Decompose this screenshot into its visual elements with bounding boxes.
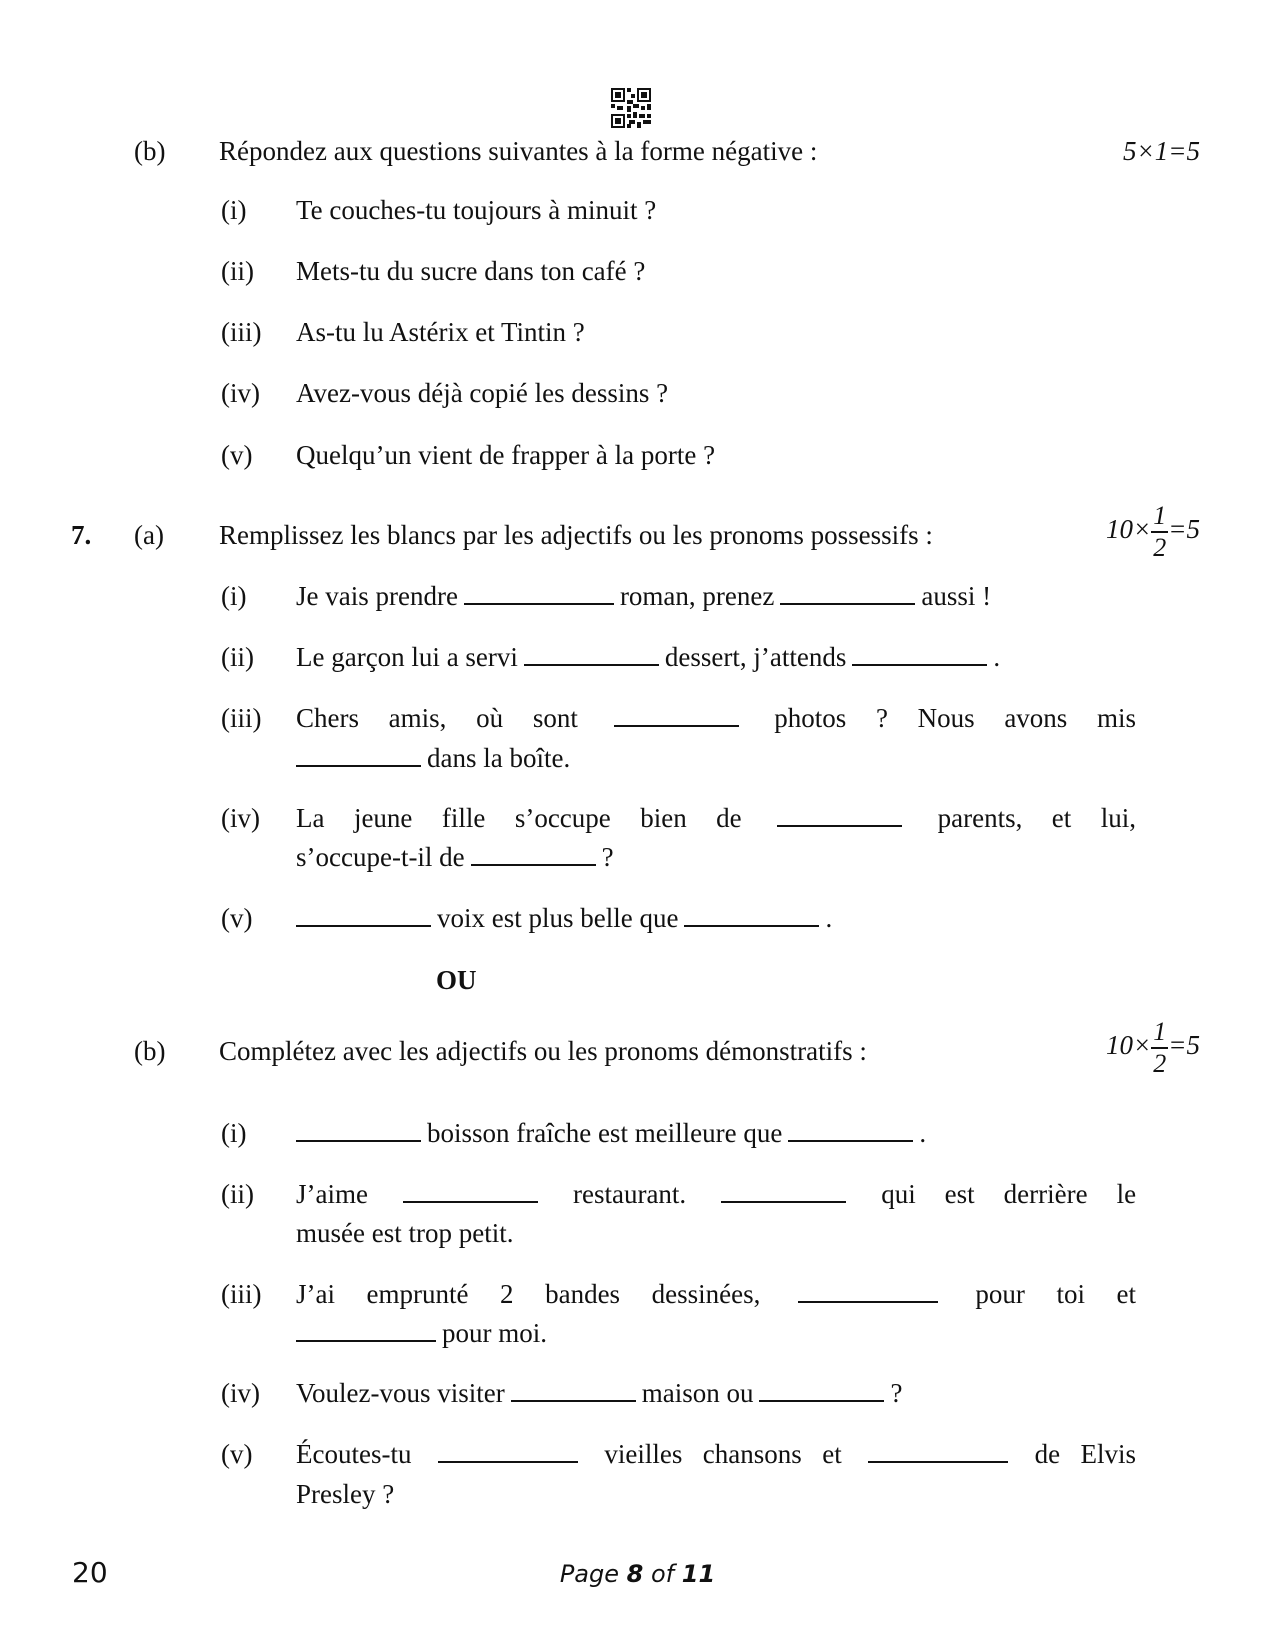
paper-code: 20 (72, 1556, 108, 1589)
text-part: qui est derrière le (881, 1179, 1137, 1209)
answer-blank[interactable] (524, 663, 659, 666)
item-text (296, 576, 991, 616)
answer-blank[interactable] (721, 1200, 846, 1203)
item-text-line1 (296, 798, 1136, 838)
marks-prefix: 10× (1106, 514, 1152, 545)
question-number: 7. (71, 520, 92, 550)
item-text-line2 (296, 1313, 547, 1353)
section-label: (a) (134, 520, 164, 550)
answer-blank[interactable] (296, 764, 421, 767)
answer-blank[interactable] (868, 1460, 1008, 1463)
answer-blank[interactable] (471, 863, 596, 866)
answer-blank[interactable] (296, 924, 431, 927)
answer-blank[interactable] (296, 1339, 436, 1342)
section-marks (1106, 503, 1200, 561)
text-part: . (825, 903, 833, 933)
text-part: Voulez-vous visiter (296, 1378, 505, 1408)
item-number: (iii) (221, 317, 262, 347)
fraction-denominator: 2 (1153, 533, 1167, 562)
item-number: (v) (221, 1439, 253, 1469)
answer-blank[interactable] (403, 1200, 538, 1203)
fraction-denominator: 2 (1153, 1049, 1167, 1078)
item-text-line1 (296, 1434, 1136, 1474)
of-word: of (650, 1560, 675, 1588)
marks-suffix: =5 (1168, 1030, 1200, 1061)
text-part: aussi ! (921, 581, 992, 611)
item-text (296, 1373, 902, 1413)
item-text-line1 (296, 1274, 1136, 1314)
answer-blank[interactable] (759, 1399, 884, 1402)
item-number: (i) (221, 581, 247, 611)
marks-fraction (1151, 503, 1168, 561)
text-part: vieilles chansons et (604, 1439, 842, 1469)
item-number: (ii) (221, 256, 254, 286)
or-separator: OU (436, 965, 477, 995)
item-number: (ii) (221, 642, 254, 672)
page-indicator (0, 1560, 1275, 1588)
item-text-line2 (296, 837, 614, 877)
section-label: (b) (134, 136, 166, 166)
text-part: La jeune fille s’occupe bien de (296, 803, 742, 833)
item-text: As-tu lu Astérix et Tintin ? (296, 317, 585, 347)
text-part: s’occupe-t-il de (296, 842, 465, 872)
section-label: (b) (134, 1036, 166, 1066)
item-text-line1 (296, 698, 1136, 738)
item-number: (iv) (221, 803, 260, 833)
text-part: de Elvis (1034, 1439, 1137, 1469)
answer-blank[interactable] (684, 924, 819, 927)
fraction-numerator: 1 (1151, 503, 1168, 533)
item-number: (iv) (221, 1378, 260, 1408)
qr-code-icon (611, 88, 651, 128)
text-part: . (993, 642, 1001, 672)
text-part: parents, et lui, (937, 803, 1136, 833)
section-instruction: Répondez aux questions suivantes à la forme négative : (219, 136, 818, 166)
section-marks (1106, 1019, 1200, 1077)
answer-blank[interactable] (511, 1399, 636, 1402)
answer-blank[interactable] (464, 602, 614, 605)
answer-blank[interactable] (438, 1460, 578, 1463)
item-text-line2: musée est trop petit. (296, 1218, 514, 1248)
page-word: Page (559, 1560, 619, 1588)
answer-blank[interactable] (780, 602, 915, 605)
text-part: roman, prenez (619, 581, 775, 611)
item-text-line2: Presley ? (296, 1479, 395, 1509)
answer-blank[interactable] (614, 724, 739, 727)
answer-blank[interactable] (788, 1139, 913, 1142)
text-part: J’ai emprunté 2 bandes dessinées, (296, 1279, 761, 1309)
item-number: (i) (221, 195, 247, 225)
text-part: Le garçon lui a servi (296, 642, 518, 672)
item-text-line1 (296, 1174, 1136, 1214)
item-text (296, 637, 1000, 677)
section-marks: 5×1=5 (1123, 136, 1200, 166)
item-number: (v) (221, 903, 253, 933)
item-text (296, 898, 832, 938)
text-part: pour toi et (975, 1279, 1136, 1309)
item-number: (iv) (221, 378, 260, 408)
item-text: Mets-tu du sucre dans ton café ? (296, 256, 646, 286)
item-text: Avez-vous déjà copié les dessins ? (296, 378, 669, 408)
answer-blank[interactable] (798, 1300, 938, 1303)
text-part: maison ou (641, 1378, 754, 1408)
answer-blank[interactable] (852, 663, 987, 666)
section-instruction: Remplissez les blancs par les adjectifs ou les pronoms possessifs : (219, 520, 933, 550)
text-part: photos ? Nous avons mis (774, 703, 1137, 733)
marks-suffix: =5 (1168, 514, 1200, 545)
text-part: dans la boîte. (427, 743, 571, 773)
item-number: (v) (221, 440, 253, 470)
answer-blank[interactable] (296, 1139, 421, 1142)
text-part: pour moi. (442, 1318, 547, 1348)
text-part: boisson fraîche est meilleure que (427, 1118, 783, 1148)
text-part: voix est plus belle que (437, 903, 679, 933)
item-number: (i) (221, 1118, 247, 1148)
item-text-line2 (296, 738, 570, 778)
page-total: 11 (681, 1560, 716, 1588)
text-part: Écoutes-tu (296, 1439, 412, 1469)
text-part: restaurant. (572, 1179, 687, 1209)
section-instruction: Complétez avec les adjectifs ou les pronoms démonstratifs : (219, 1036, 867, 1066)
marks-prefix: 10× (1106, 1030, 1152, 1061)
text-part: J’aime (296, 1179, 368, 1209)
text-part: Je vais prendre (296, 581, 458, 611)
text-part: ? (890, 1378, 903, 1408)
item-text: Quelqu’un vient de frapper à la porte ? (296, 440, 716, 470)
text-part: dessert, j’attends (664, 642, 847, 672)
text-part: Chers amis, où sont (296, 703, 578, 733)
item-number: (ii) (221, 1179, 254, 1209)
text-part: . (919, 1118, 927, 1148)
answer-blank[interactable] (777, 824, 902, 827)
item-text (296, 1113, 926, 1153)
text-part: ? (601, 842, 614, 872)
marks-fraction (1151, 1019, 1168, 1077)
item-text: Te couches-tu toujours à minuit ? (296, 195, 657, 225)
item-number: (iii) (221, 703, 262, 733)
page-number: 8 (626, 1560, 644, 1588)
fraction-numerator: 1 (1151, 1019, 1168, 1049)
item-number: (iii) (221, 1279, 262, 1309)
